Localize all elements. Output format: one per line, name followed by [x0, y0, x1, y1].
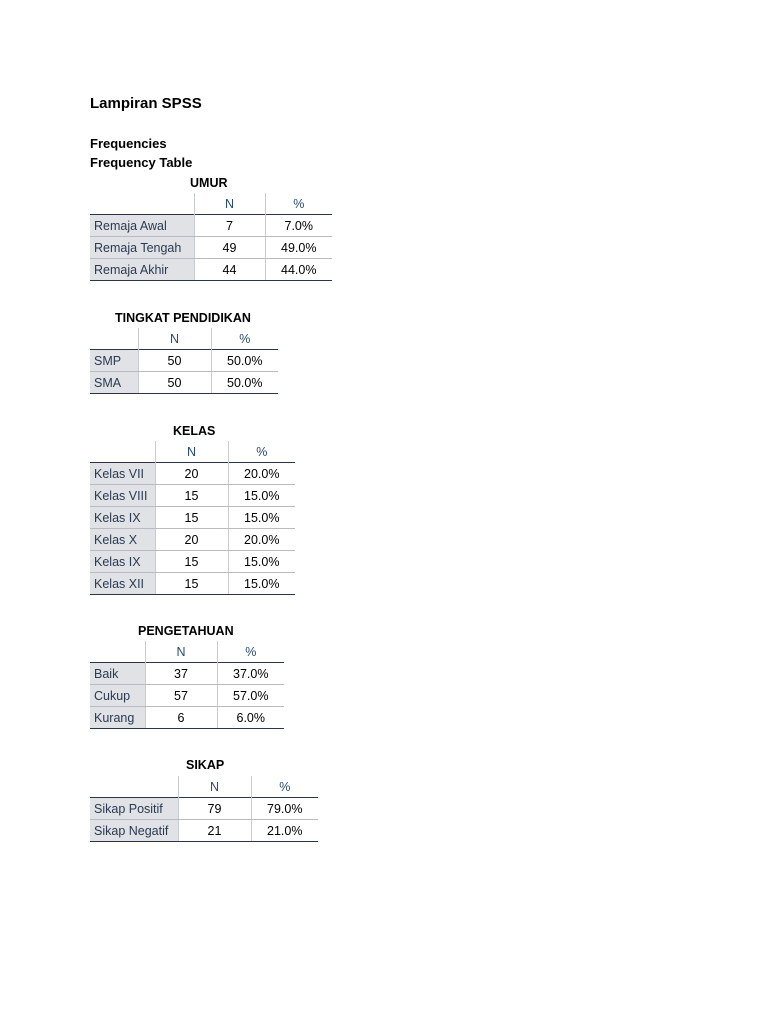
count-cell: 49 — [194, 237, 265, 259]
frequency-table — [90, 641, 284, 729]
row-label: Kelas IX — [90, 551, 155, 573]
row-label: Sikap Negatif — [90, 820, 178, 842]
column-header-percent: % — [265, 193, 332, 215]
count-cell: 37 — [145, 663, 217, 685]
percent-cell: 49.0% — [265, 237, 332, 259]
row-label: Kurang — [90, 707, 145, 729]
percent-cell: 7.0% — [265, 215, 332, 237]
table-row — [90, 707, 284, 729]
percent-cell: 15.0% — [228, 573, 295, 595]
row-header-blank — [90, 441, 155, 463]
table-row — [90, 215, 332, 237]
row-label: SMA — [90, 372, 138, 394]
frequency-table-heading: Frequency Table — [90, 155, 193, 170]
column-header-n: N — [178, 776, 251, 798]
count-cell: 57 — [145, 685, 217, 707]
frequency-table — [90, 441, 295, 595]
frequency-table — [90, 328, 278, 394]
row-label: Baik — [90, 663, 145, 685]
table-title: UMUR — [190, 176, 228, 190]
row-header-blank — [90, 328, 138, 350]
column-header-n: N — [138, 328, 211, 350]
count-cell: 20 — [155, 529, 228, 551]
column-header-percent: % — [217, 641, 284, 663]
row-label: Remaja Tengah — [90, 237, 194, 259]
row-label: Kelas X — [90, 529, 155, 551]
percent-cell: 15.0% — [228, 485, 295, 507]
count-cell: 79 — [178, 798, 251, 820]
column-header-n: N — [155, 441, 228, 463]
frequency-table — [90, 193, 332, 281]
row-header-blank — [90, 193, 194, 215]
row-label: Sikap Positif — [90, 798, 178, 820]
percent-cell: 50.0% — [211, 372, 278, 394]
count-cell: 15 — [155, 485, 228, 507]
row-label: Kelas VIII — [90, 485, 155, 507]
row-label: Kelas VII — [90, 463, 155, 485]
page-title: Lampiran SPSS — [90, 95, 202, 112]
row-label: Remaja Awal — [90, 215, 194, 237]
percent-cell: 21.0% — [251, 820, 318, 842]
row-label: Cukup — [90, 685, 145, 707]
frequency-table — [90, 776, 318, 842]
table-row — [90, 237, 332, 259]
percent-cell: 20.0% — [228, 463, 295, 485]
table-row — [90, 259, 332, 281]
column-header-percent: % — [251, 776, 318, 798]
table-title: SIKAP — [186, 758, 225, 772]
percent-cell: 44.0% — [265, 259, 332, 281]
table-title: TINGKAT PENDIDIKAN — [115, 311, 251, 325]
table-row — [90, 685, 284, 707]
table-row — [90, 350, 278, 372]
count-cell: 21 — [178, 820, 251, 842]
percent-cell: 15.0% — [228, 551, 295, 573]
table-row — [90, 551, 295, 573]
count-cell: 50 — [138, 372, 211, 394]
table-row — [90, 372, 278, 394]
table-row — [90, 463, 295, 485]
percent-cell: 37.0% — [217, 663, 284, 685]
row-label: Kelas XII — [90, 573, 155, 595]
table-row — [90, 485, 295, 507]
percent-cell: 50.0% — [211, 350, 278, 372]
count-cell: 15 — [155, 551, 228, 573]
row-header-blank — [90, 776, 178, 798]
column-header-n: N — [145, 641, 217, 663]
percent-cell: 6.0% — [217, 707, 284, 729]
table-row — [90, 507, 295, 529]
percent-cell: 20.0% — [228, 529, 295, 551]
count-cell: 44 — [194, 259, 265, 281]
count-cell: 7 — [194, 215, 265, 237]
table-title: PENGETAHUAN — [138, 624, 234, 638]
count-cell: 20 — [155, 463, 228, 485]
table-row — [90, 798, 318, 820]
column-header-percent: % — [211, 328, 278, 350]
table-row — [90, 663, 284, 685]
table-row — [90, 820, 318, 842]
column-header-percent: % — [228, 441, 295, 463]
table-row — [90, 573, 295, 595]
percent-cell: 79.0% — [251, 798, 318, 820]
table-title: KELAS — [173, 424, 216, 438]
count-cell: 15 — [155, 573, 228, 595]
count-cell: 15 — [155, 507, 228, 529]
row-label: Remaja Akhir — [90, 259, 194, 281]
column-header-n: N — [194, 193, 265, 215]
percent-cell: 57.0% — [217, 685, 284, 707]
row-header-blank — [90, 641, 145, 663]
table-row — [90, 529, 295, 551]
frequencies-heading: Frequencies — [90, 136, 167, 151]
percent-cell: 15.0% — [228, 507, 295, 529]
row-label: Kelas IX — [90, 507, 155, 529]
count-cell: 50 — [138, 350, 211, 372]
count-cell: 6 — [145, 707, 217, 729]
row-label: SMP — [90, 350, 138, 372]
